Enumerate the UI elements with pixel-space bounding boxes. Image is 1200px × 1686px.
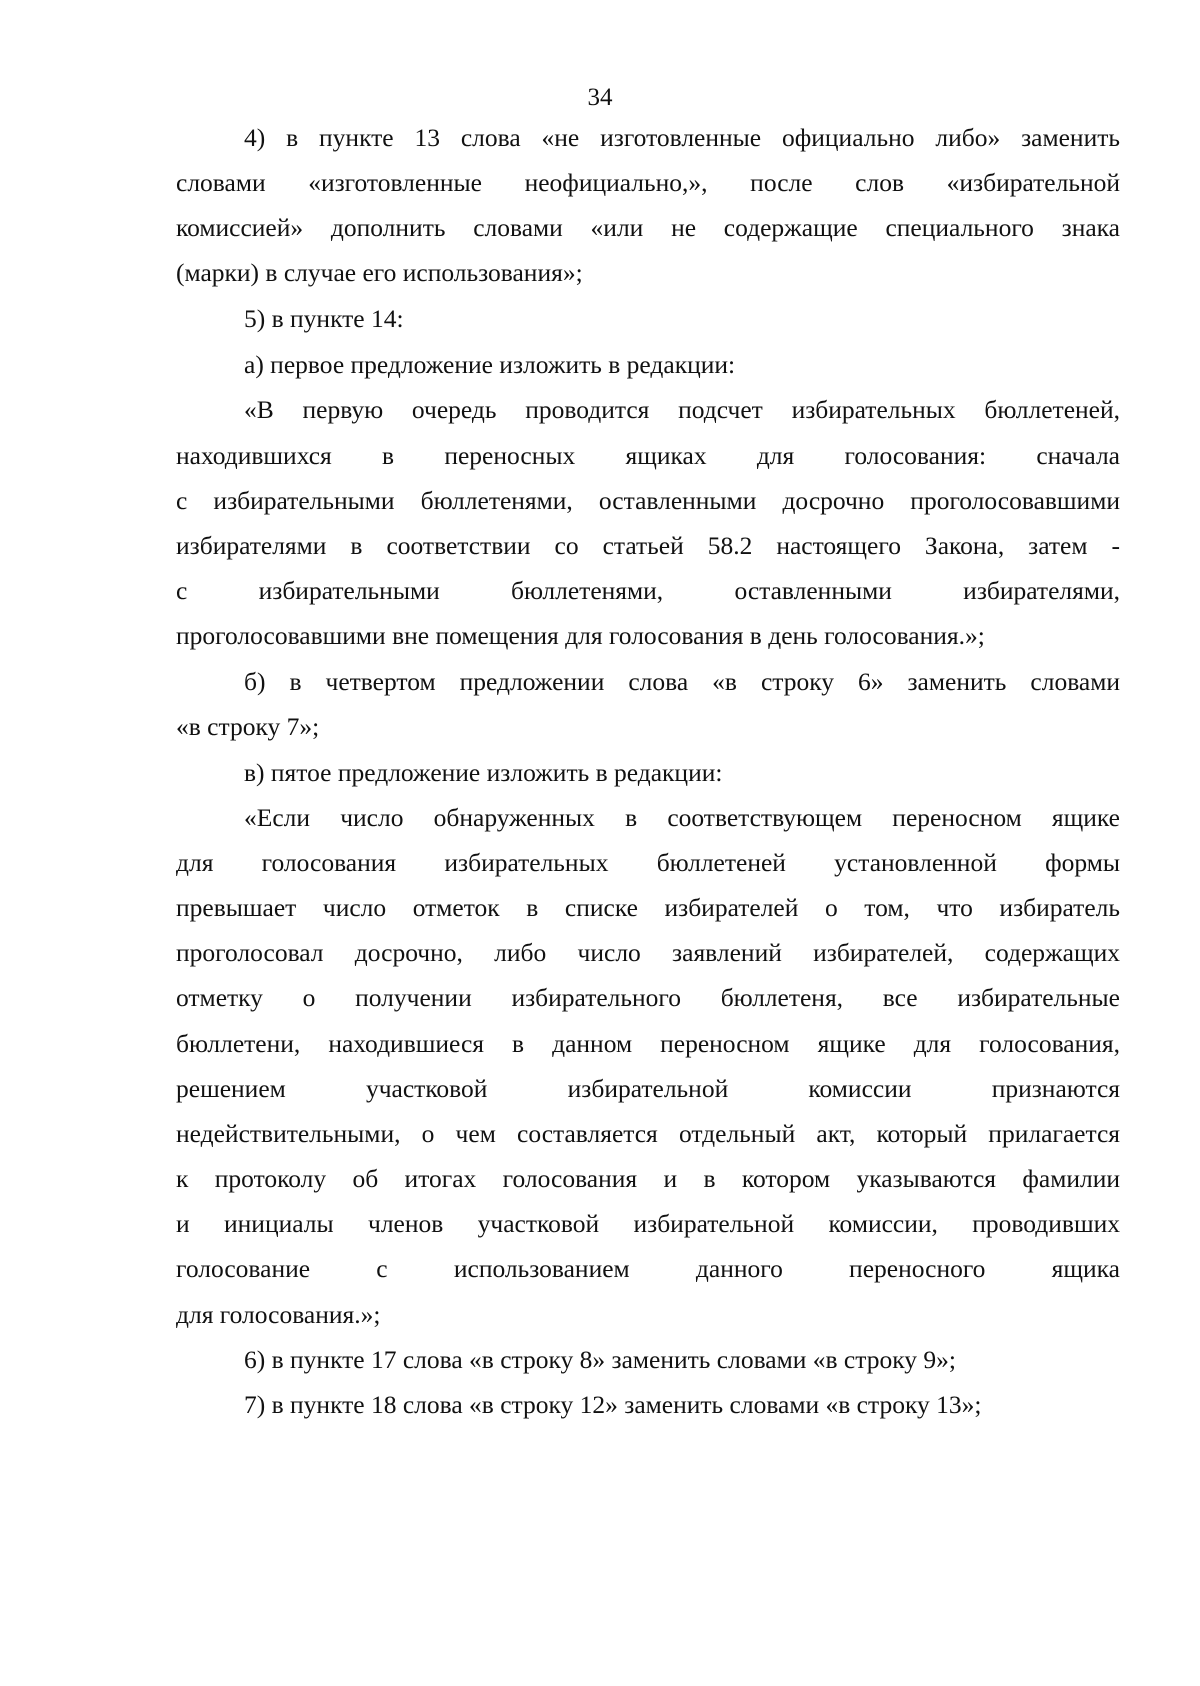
paragraph-line: «в строку 7»; bbox=[176, 712, 320, 741]
paragraph-line: комиссией» дополнить словами «или не содержащие специального знака bbox=[176, 213, 1120, 242]
paragraph-line: отметку о получении избирательного бюллетеня, все избирательные bbox=[176, 983, 1120, 1012]
paragraph-line: проголосовал досрочно, либо число заявлений избирателей, содержащих bbox=[176, 938, 1120, 967]
paragraph-line: 6) в пункте 17 слова «в строку 8» заменить словами «в строку 9»; bbox=[244, 1345, 956, 1374]
paragraph-line: словами «изготовленные неофициально,», после слов «избирательной bbox=[176, 168, 1120, 197]
paragraph-line: «Если число обнаруженных в соответствующем переносном ящике bbox=[244, 803, 1120, 832]
paragraph-line: 4) в пункте 13 слова «не изготовленные официально либо» заменить bbox=[244, 123, 1120, 152]
paragraph-line: (марки) в случае его использования»; bbox=[176, 258, 583, 287]
paragraph-line: находившихся в переносных ящиках для голосования: сначала bbox=[176, 441, 1120, 470]
paragraph-line: голосование с использованием данного переносного ящика bbox=[176, 1254, 1120, 1283]
paragraph-line: проголосовавшими вне помещения для голосования в день голосования.»; bbox=[176, 621, 985, 650]
paragraph-line: «В первую очередь проводится подсчет избирательных бюллетеней, bbox=[244, 395, 1120, 424]
paragraph-line: и инициалы членов участковой избирательной комиссии, проводивших bbox=[176, 1209, 1120, 1238]
paragraph-line: к протоколу об итогах голосования и в котором указываются фамилии bbox=[176, 1164, 1120, 1193]
paragraph-line: для голосования.»; bbox=[176, 1300, 381, 1329]
paragraph-line: в) пятое предложение изложить в редакции: bbox=[244, 758, 723, 787]
paragraph-line: а) первое предложение изложить в редакции: bbox=[244, 350, 736, 379]
paragraph-line: с избирательными бюллетенями, оставленными досрочно проголосовавшими bbox=[176, 486, 1120, 515]
page-number: 34 bbox=[587, 84, 613, 111]
paragraph-line: для голосования избирательных бюллетеней установленной формы bbox=[176, 848, 1120, 877]
paragraph-line: недействительными, о чем составляется отдельный акт, который прилагается bbox=[176, 1119, 1120, 1148]
paragraph-line: избирателями в соответствии со статьей 58.2 настоящего Закона, затем - bbox=[176, 531, 1120, 560]
paragraph-line: решением участковой избирательной комиссии признаются bbox=[176, 1074, 1120, 1103]
paragraph-line: превышает число отметок в списке избирателей о том, что избиратель bbox=[176, 893, 1120, 922]
paragraph-line: б) в четвертом предложении слова «в строку 6» заменить словами bbox=[244, 667, 1120, 696]
paragraph-line: 5) в пункте 14: bbox=[244, 304, 404, 333]
paragraph-line: с избирательными бюллетенями, оставленными избирателями, bbox=[176, 576, 1120, 605]
paragraph-line: 7) в пункте 18 слова «в строку 12» заменить словами «в строку 13»; bbox=[244, 1390, 982, 1419]
paragraph-line: бюллетени, находившиеся в данном переносном ящике для голосования, bbox=[176, 1029, 1120, 1058]
